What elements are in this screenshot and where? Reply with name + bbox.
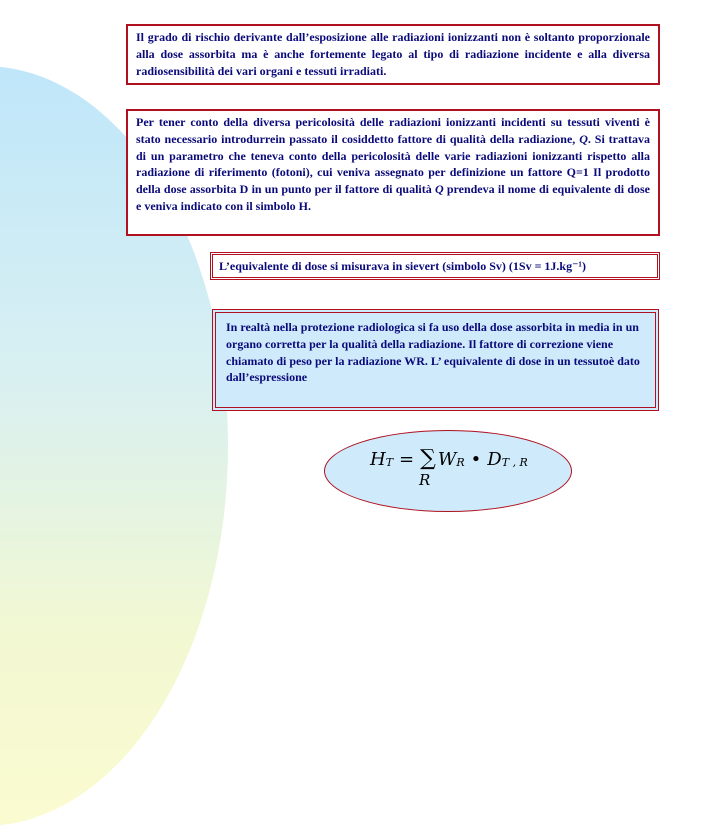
- paragraph-quality-factor: [126, 109, 660, 236]
- formula-h-sub: T: [385, 456, 394, 469]
- paragraph-sievert: [210, 252, 660, 280]
- paragraph-weighting-factor: [212, 309, 659, 411]
- paragraph-risk-intro: [126, 24, 660, 85]
- formula-w: W: [437, 449, 457, 470]
- equivalent-dose-formula: [370, 446, 528, 471]
- formula-sum-index: R: [419, 471, 431, 489]
- formula-d-sub: T , R: [501, 456, 528, 469]
- formula-dot: •: [470, 449, 482, 470]
- quality-symbol-q: Q: [579, 131, 588, 146]
- formula-sigma: ∑: [420, 446, 436, 471]
- formula-equals: =: [399, 449, 415, 470]
- paragraph-sievert-text: L’equivalente di dose si misurava in sievert (simbolo Sv) (1Sv = 1J.kg⁻¹): [219, 259, 587, 273]
- formula-w-sub: R: [456, 456, 465, 469]
- quality-symbol-q-2: Q: [434, 182, 444, 197]
- formula-d: D: [487, 449, 502, 470]
- paragraph-weighting-factor-text: In realtà nella protezione radiologica si fa uso della dose assorbita in media in un organo corretta per la qualità della radiazione. Il fattore di correzione viene chiamato di peso per la radiazione WR. L’ equivalente di dose in un tessutoè dato dall’espressione: [226, 320, 640, 385]
- quality-factor-text-a: Per tener conto della diversa pericolosità delle radiazioni ionizzanti incidenti su tessuti viventi è stato necessario introdurrein passato il cosiddetto fattore di qualità della radiazione,: [136, 115, 650, 146]
- quality-factor-text-b: . Si trattava di un parametro che teneva conto della pericolosità delle varie radiazioni ionizzanti rispetto alla radiazione di riferimento (fotoni), cui veniva assegnato per definizione un fattore Q=1 Il prodotto della dose assorbita D in un punto per il fattore di qualità: [136, 131, 650, 197]
- paragraph-risk-intro-text: Il grado di rischio derivante dall’esposizione alle radiazioni ionizzanti non è soltanto proporzionale alla dose assorbita ma è anche fortemente legato al tipo di radiazione incidente e alla diversa radiosensibilità dei vari organi e tessuti irradiati.: [136, 30, 650, 78]
- quality-factor-text-c: prendeva il nome di equivalente di dose e veniva indicato con il simbolo H.: [136, 182, 650, 213]
- formula-h: H: [370, 449, 386, 470]
- formula-ellipse: [324, 430, 572, 512]
